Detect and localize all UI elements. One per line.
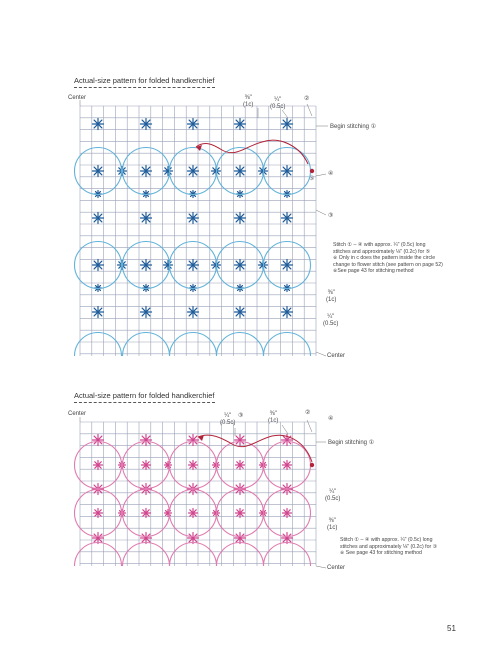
flower-star-icon <box>235 166 246 177</box>
panel1-dim-1c: ⅜" (1c) <box>243 95 254 108</box>
flower-star-icon <box>141 435 152 446</box>
flower-star-icon <box>235 260 246 271</box>
flower-star-icon <box>188 435 199 446</box>
flower-star-icon <box>235 307 246 318</box>
flower-star-icon <box>188 533 199 544</box>
flower-star-icon <box>93 307 104 318</box>
panel2-dim-05c: ¼" (0.5c) <box>220 413 236 426</box>
flower-star-icon <box>94 509 103 518</box>
panel1-dim-05c: ¼" (0.5c) <box>270 97 286 110</box>
flower-star-icon <box>141 533 152 544</box>
panel2-right-dim-05c: ¼" (0.5c) <box>325 489 341 502</box>
flower-star-icon <box>282 260 293 271</box>
flower-star-icon <box>282 213 293 224</box>
flower-star-icon <box>282 533 293 544</box>
panel2-note: Stitch ① – ④ with approx. ¼" (0.5c) long stitches and approximately ⅛" (0.2c) for ③ ※ See page 43 for stitching method <box>340 537 438 557</box>
start-dot-icon <box>310 463 314 467</box>
panel2-right-dim-1c: ⅜" (1c) <box>327 518 338 531</box>
start-dot-icon <box>310 169 314 173</box>
flower-star-icon <box>93 260 104 271</box>
flower-star-icon <box>93 119 104 130</box>
flower-star-icon <box>94 461 103 470</box>
flower-star-icon <box>235 435 246 446</box>
panel2-label-2: ② <box>305 410 311 416</box>
flower-star-icon <box>164 261 173 270</box>
leader-line <box>316 174 326 176</box>
leader-line <box>316 352 326 356</box>
flower-star-icon <box>93 166 104 177</box>
half-circle-outline <box>75 543 122 567</box>
flower-star-icon <box>188 213 199 224</box>
half-circle-outline <box>217 543 264 567</box>
flower-star-icon <box>93 435 104 446</box>
flower-star-icon <box>141 260 152 271</box>
panel1-label-5: ⑤ <box>309 176 315 182</box>
flower-star-icon <box>189 461 198 470</box>
flower-star-icon <box>236 461 245 470</box>
flower-star-icon <box>236 509 245 518</box>
flower-star-icon <box>93 213 104 224</box>
panel1-label-2: ② <box>304 96 310 102</box>
half-circle-outline <box>170 332 217 356</box>
panel1-right-dim-1c: ⅜" (1c) <box>326 290 337 303</box>
flower-star-icon <box>142 509 151 518</box>
half-circle-outline <box>75 332 122 356</box>
small-star-icon <box>165 510 172 517</box>
flower-star-icon <box>188 166 199 177</box>
half-circle-outline <box>264 543 311 567</box>
panel2-begin-label: Begin stitching ① <box>328 440 375 446</box>
flower-star-icon <box>283 461 292 470</box>
flower-star-icon <box>142 461 151 470</box>
leader-line <box>316 210 326 215</box>
panel2-dim-1c: ⅜" (1c) <box>268 411 279 424</box>
panel1-right-dim-05c: ¼" (0.5c) <box>323 314 339 327</box>
flower-star-icon <box>283 509 292 518</box>
flower-star-icon <box>282 119 293 130</box>
flower-star-icon <box>235 213 246 224</box>
flower-star-icon <box>282 307 293 318</box>
flower-star-icon <box>141 166 152 177</box>
panel1-begin-label: Begin stitching ① <box>330 124 377 130</box>
panel1-grid <box>80 106 316 356</box>
panel2-label-3: ③ <box>238 413 244 419</box>
flower-star-icon <box>141 119 152 130</box>
flower-star-icon <box>188 260 199 271</box>
flower-star-icon <box>235 533 246 544</box>
panel2-grid <box>80 422 316 566</box>
leader-line <box>316 566 326 568</box>
flower-star-icon <box>235 119 246 130</box>
leader-line <box>282 110 288 118</box>
panel2-label-4: ④ <box>328 416 334 422</box>
flower-star-icon <box>164 167 173 176</box>
panel2-center-top: Center <box>68 411 87 417</box>
leader-line <box>282 425 288 434</box>
start-path-arrow <box>196 140 308 164</box>
panel1-center-top: Center <box>68 95 87 101</box>
half-circle-outline <box>264 332 311 356</box>
flower-star-icon <box>189 509 198 518</box>
flower-star-icon <box>188 119 199 130</box>
panel1-center-bottom: Center <box>327 353 346 359</box>
half-circle-outline <box>170 543 217 567</box>
flower-star-icon <box>141 213 152 224</box>
panel1-title: Actual-size pattern for folded handkerchief <box>74 76 215 88</box>
panel1-label-4: ④ <box>328 171 334 177</box>
small-star-icon <box>165 462 172 469</box>
panel1-note: Stitch ① – ④ with approx. ¼" (0.5c) long stitches and approximately ⅛" (0.2c) for ⑤ ※ Only in c does the pattern inside the circle change to flower stitch (see pattern on page 52) ※See page 43 for stitching method <box>333 242 443 275</box>
flower-star-icon <box>141 307 152 318</box>
flower-star-icon <box>282 166 293 177</box>
panel2-title: Actual-size pattern for folded handkerchief <box>74 391 215 403</box>
panel2-center-bottom: Center <box>327 565 346 571</box>
flower-star-icon <box>93 533 104 544</box>
half-circle-outline <box>217 332 264 356</box>
page-number: 51 <box>447 624 456 633</box>
panel1-label-3: ③ <box>328 213 334 219</box>
flower-star-icon <box>188 307 199 318</box>
